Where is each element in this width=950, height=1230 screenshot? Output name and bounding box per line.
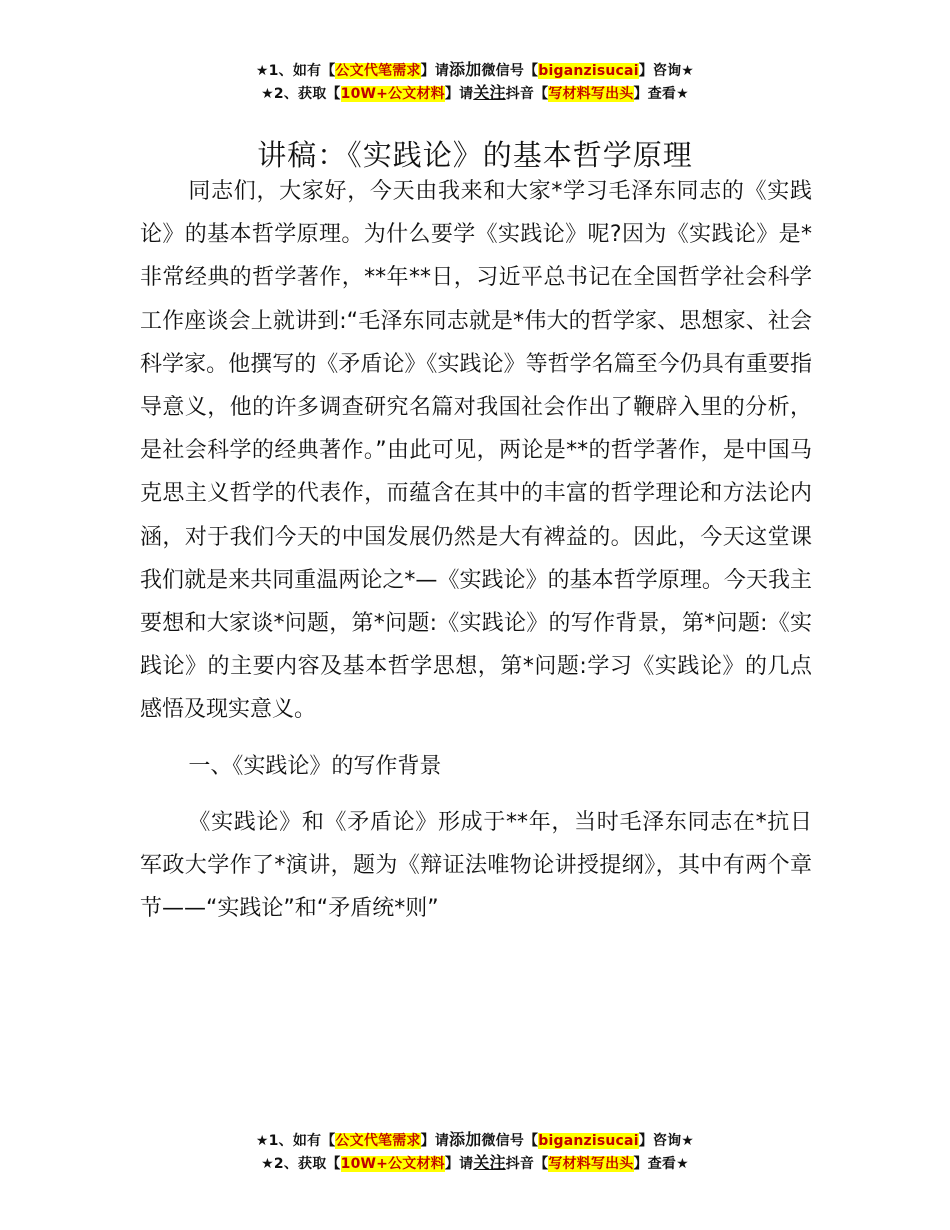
banner-line-2 [0,82,950,105]
banner-line-1 [0,1129,950,1152]
highlight-wechat-id: biganzisucai [538,63,639,79]
body-paragraph: 同志们，大家好，今天由我来和大家*学习毛泽东同志的《实践论》的基本哲学原理。为什么要学《实践论》呢?因为《实践论》是*非常经典的哲学著作，**年**日，习近平总书记在全国哲学社会科学工作座谈会上就讲到:“毛泽东同志就是*伟大的哲学家、思想家、社会科学家。他撰写的《矛盾论》《实践论》等哲学名篇至今仍具有重要指导意义，他的许多调查研究名篇对我国社会作出了鞭辟入里的分析，是社会科学的经典著作。”由此可见，两论是**的哲学著作，是中国马克思主义哲学的代表作，而蕴含在其中的丰富的哲学理论和方法论内涵，对于我们今天的中国发展仍然是大有裨益的。因此，今天这堂课我们就是来共同重温两论之*—《实践论》的基本哲学原理。今天我主要想和大家谈*问题，第*问题:《实践论》的写作背景，第*问题:《实践论》的主要内容及基本哲学思想，第*问题:学习《实践论》的几点感悟及现实意义。 [140,179,812,723]
banner-text: ★2、获取【 [261,86,341,102]
banner-text: 微信号【 [481,1133,539,1149]
document-title: 讲稿：《实践论》的基本哲学原理 [257,138,693,173]
highlight-materials: 10W+公文材料 [340,1156,445,1172]
highlight-service: 公文代笔需求 [335,1133,421,1149]
banner-text-emphasis: 关注 [473,83,506,102]
highlight-service: 公文代笔需求 [335,63,421,79]
banner-text: 】咨询★ [638,63,695,79]
body-paragraph: 《实践论》和《矛盾论》形成于**年，当时毛泽东同志在*抗日军政大学作了*演讲，题为《辩证法唯物论讲授提纲》，其中有两个章节——“实践论”和“矛盾统*则” [140,809,812,922]
header-banner [0,59,950,105]
banner-text: 】查看★ [633,86,689,102]
banner-text: 微信号【 [481,63,539,79]
highlight-douyin-account: 写材料写出头 [548,86,634,102]
banner-text-emphasis: 添加 [449,60,482,79]
banner-line-1 [0,59,950,82]
document-body [140,170,812,930]
banner-text: 】请 [444,1156,474,1172]
highlight-materials: 10W+公文材料 [340,86,445,102]
banner-text: 】请 [420,1133,450,1149]
section-heading: 一、《实践论》的写作背景 [188,753,442,779]
banner-line-2 [0,1152,950,1175]
banner-text: ★2、获取【 [261,1156,341,1172]
highlight-wechat-id: biganzisucai [538,1133,639,1149]
banner-text: 抖音【 [505,86,549,102]
banner-text: 】咨询★ [638,1133,695,1149]
banner-text-emphasis: 关注 [473,1153,506,1172]
banner-text: ★1、如有【 [255,63,336,79]
banner-text-emphasis: 添加 [449,1130,482,1149]
banner-text: 】请 [444,86,474,102]
banner-text: 】查看★ [633,1156,689,1172]
banner-text: ★1、如有【 [255,1133,336,1149]
highlight-douyin-account: 写材料写出头 [548,1156,634,1172]
footer-banner [0,1129,950,1175]
banner-text: 抖音【 [505,1156,549,1172]
banner-text: 】请 [420,63,450,79]
